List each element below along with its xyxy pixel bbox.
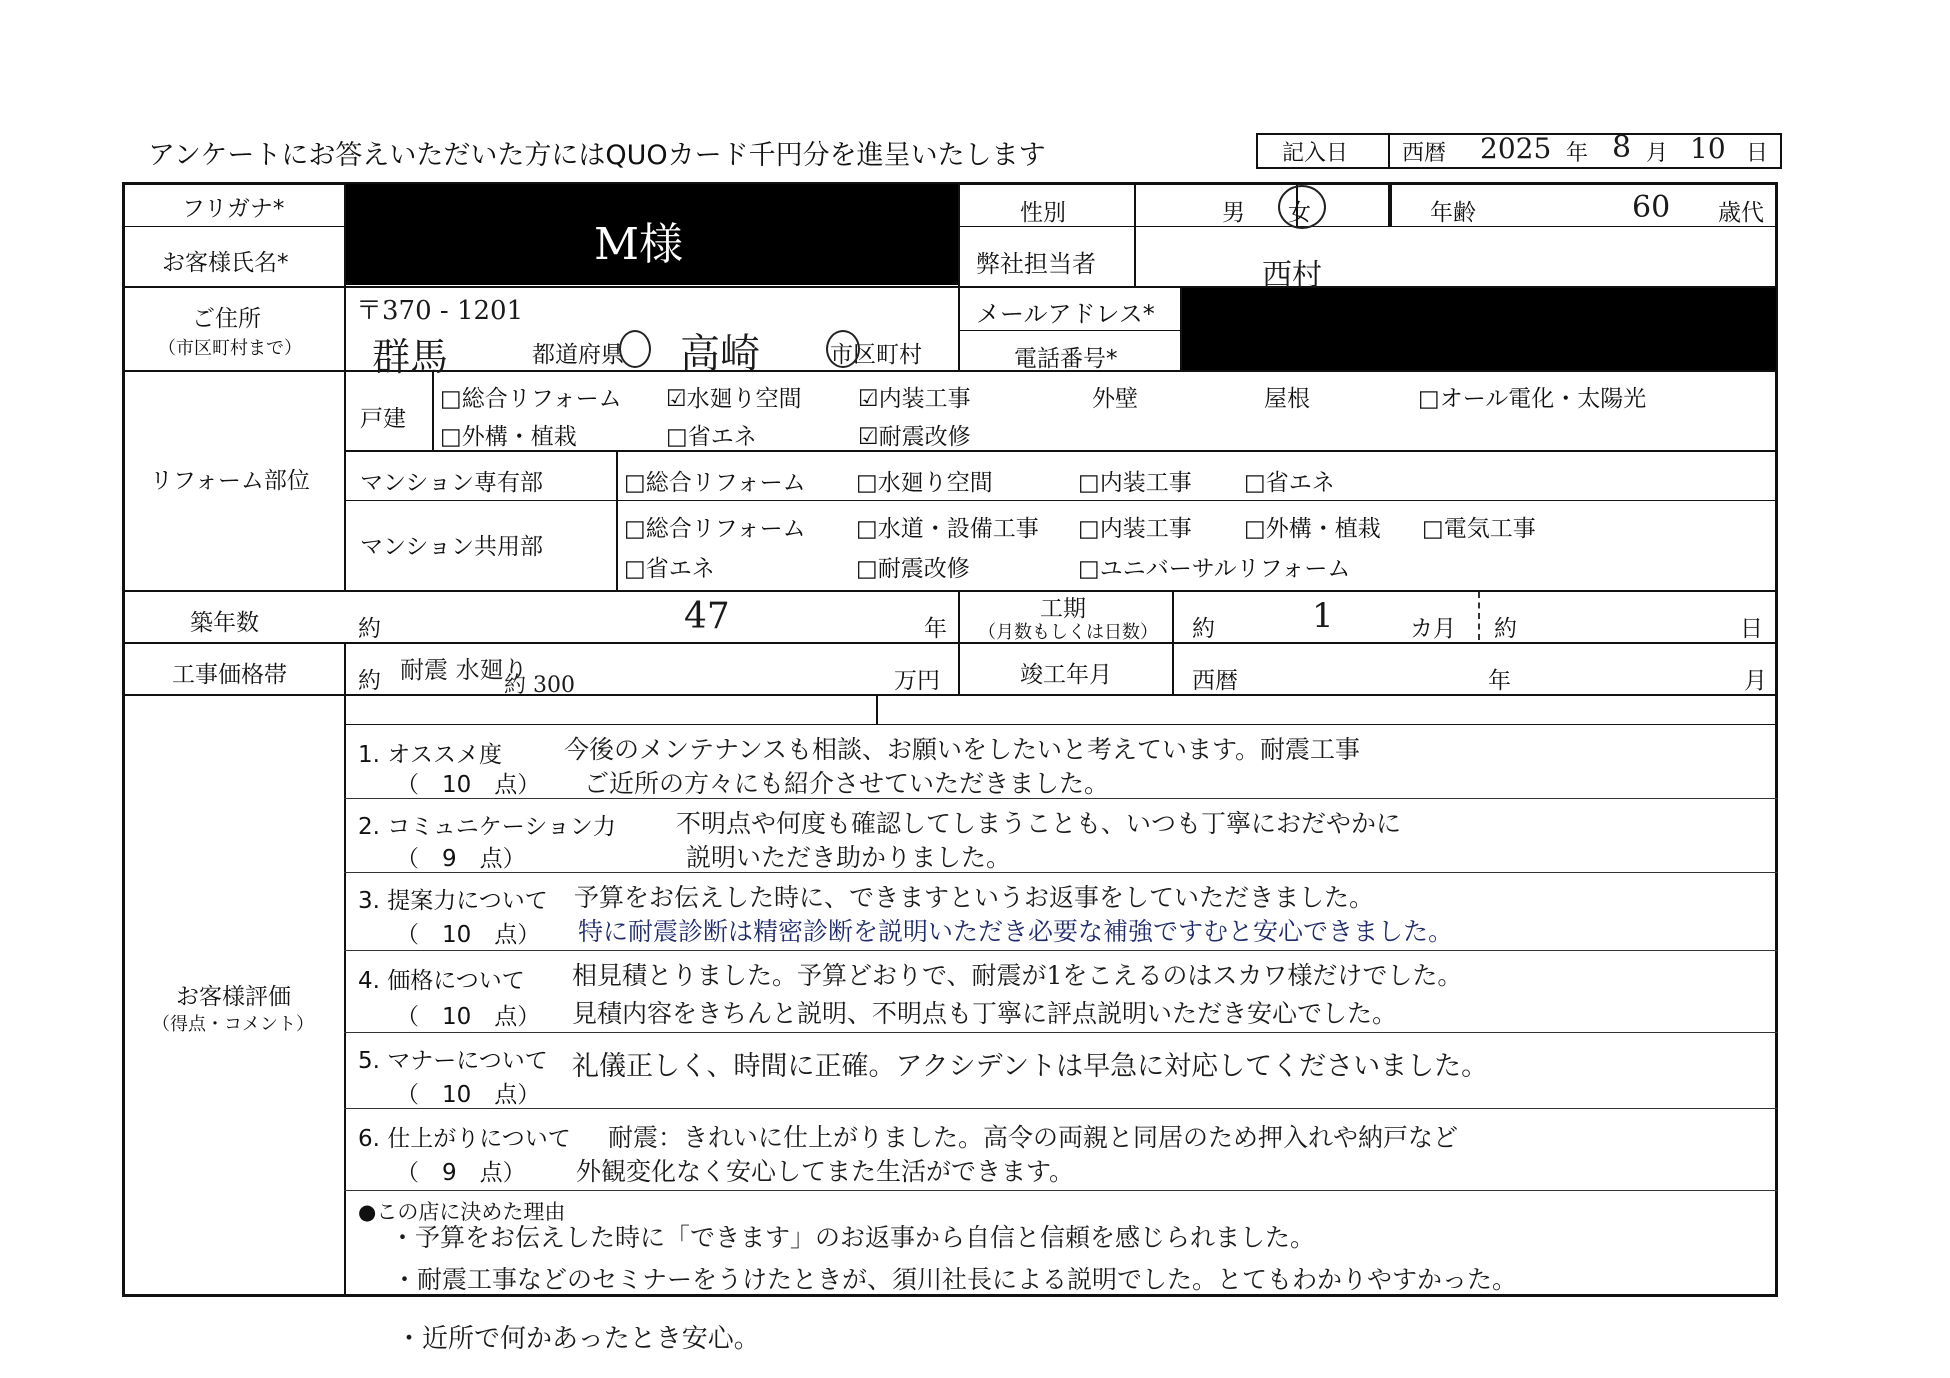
phone-label: 電話番号* (1014, 346, 1118, 372)
age-label: 年齢 (1430, 200, 1476, 226)
eval-4-score: （ 10 点） (396, 1004, 541, 1030)
eval-4-line1: 相見積とりました。予算どおりで、耐震が1をこえるのはスカワ様だけでした。 (572, 961, 1463, 990)
house-item-5[interactable]: □オール電化・太陽光 (1418, 386, 1647, 412)
address-label: ご住所 (192, 306, 261, 332)
price-label: 工事価格帯 (172, 662, 287, 688)
eval-2-line1: 不明点や何度も確認してしまうことも、いつも丁寧におだやかに (676, 809, 1402, 838)
eval-6-line1: 耐震：きれいに仕上がりました。高令の両親と同居のため押入れや納戸など (608, 1123, 1459, 1152)
prefecture: 群馬 (372, 335, 449, 379)
eval-2-score: （ 9 点） (396, 846, 526, 872)
completion-era: 西暦 (1192, 668, 1238, 694)
reason-2: ・耐震工事などのセミナーをうけたときが、須川社長による説明でした。とてもわかりやすかった。 (392, 1265, 1518, 1294)
gender-female-circle (1278, 185, 1326, 229)
period-months: 1 (1312, 596, 1334, 636)
house-item-8[interactable]: ☑耐震改修 (858, 424, 971, 450)
price-approx: 約 (358, 668, 381, 694)
date-year-unit: 年 (1566, 141, 1589, 166)
period-approx-days: 約 (1494, 616, 1517, 642)
eval-4-title: 4. 価格について (358, 968, 525, 994)
completion-month-unit: 月 (1744, 668, 1767, 694)
common-item-2[interactable]: □内装工事 (1078, 516, 1192, 542)
date-day: 10 (1690, 132, 1726, 165)
gender-female: 女 (1288, 200, 1311, 226)
private-label: マンション専有部 (360, 470, 543, 496)
eval-5-score: （ 10 点） (396, 1082, 541, 1108)
period-sub: （月数もしくは日数） (978, 622, 1158, 643)
gender-label: 性別 (1020, 200, 1066, 226)
common-item-1[interactable]: □水道・設備工事 (856, 516, 1039, 542)
house-item-1[interactable]: ☑水廻り空間 (666, 386, 802, 412)
reason-1: ・予算をお伝えした時に「できます」のお返事から自信と信頼を感じられました。 (390, 1223, 1316, 1252)
reason-label: ●この店に決めた理由 (358, 1200, 566, 1224)
eval-1-line1: 今後のメンテナンスも相談、お願いをしたいと考えています。耐震工事 (564, 735, 1361, 764)
private-item-0[interactable]: □総合リフォーム (624, 470, 806, 496)
completion-year-unit: 年 (1488, 668, 1511, 694)
price-note2: 約 300 (504, 673, 575, 698)
city-suffix: 市区町村 (830, 342, 922, 368)
date-month-unit: 月 (1646, 141, 1669, 166)
gender-male: 男 (1222, 200, 1245, 226)
period-divider (1478, 592, 1480, 640)
email-label: メールアドレス* (976, 300, 1155, 328)
period-day-unit: 日 (1740, 616, 1763, 642)
eval-3-score: （ 10 点） (396, 922, 541, 948)
pref-circle (619, 330, 651, 368)
private-item-1[interactable]: □水廻り空間 (856, 470, 993, 496)
period-month-unit: カ月 (1410, 616, 1456, 642)
eval-6-title: 6. 仕上がりについて (358, 1126, 571, 1152)
header-notice: アンケートにお答えいただいた方にはQUOカード千円分を進呈いたします (148, 140, 1046, 171)
reason-3: ・近所で何かあったとき安心。 (396, 1324, 760, 1354)
common-label: マンション共用部 (360, 534, 543, 560)
eval-4-line2: 見積内容をきちんと説明、不明点も丁寧に評点説明いただき安心でした。 (572, 999, 1398, 1028)
name-label: お客様氏名* (162, 250, 289, 276)
house-item-6[interactable]: □外構・植栽 (440, 424, 577, 450)
common-item-5[interactable]: □省エネ (624, 556, 715, 582)
common-item-0[interactable]: □総合リフォーム (624, 516, 806, 542)
house-item-0[interactable]: □総合リフォーム (440, 386, 622, 412)
private-item-2[interactable]: □内装工事 (1078, 470, 1192, 496)
city-circle (826, 330, 860, 368)
evaluation-label: お客様評価 (176, 984, 291, 1010)
postal-code: 〒370 - 1201 (356, 296, 524, 326)
completion-label: 竣工年月 (1020, 662, 1112, 688)
eval-1-score: （ 10 点） (396, 772, 541, 798)
date-year: 2025 (1480, 132, 1552, 165)
age-approx: 約 (358, 616, 381, 642)
prefecture-suffix: 都道府県 (532, 342, 624, 368)
price-unit: 万円 (894, 668, 940, 694)
furigana-label: フリガナ* (182, 196, 285, 222)
date-era: 西暦 (1402, 141, 1447, 166)
house-label: 戸建 (360, 406, 406, 432)
eval-3-line2: 特に耐震診断は精密診断を説明いただき必要な補強ですむと安心できました。 (578, 917, 1454, 946)
building-age-value: 47 (684, 596, 730, 637)
private-item-3[interactable]: □省エネ (1244, 470, 1335, 496)
house-item-2[interactable]: ☑内装工事 (858, 386, 971, 412)
house-item-7[interactable]: □省エネ (666, 424, 757, 450)
period-approx: 約 (1192, 616, 1215, 642)
house-item-3[interactable]: 外壁 (1092, 386, 1138, 412)
period-label: 工期 (1040, 596, 1086, 622)
common-item-7[interactable]: □ユニバーサルリフォーム (1078, 556, 1351, 582)
staff-value: 西村 (1262, 258, 1322, 293)
eval-5-line1: 礼儀正しく、時間に正確。アクシデントは早急に対応してくださいました。 (572, 1051, 1489, 1082)
eval-5-title: 5. マナーについて (358, 1048, 548, 1074)
age-unit: 歳代 (1718, 200, 1764, 226)
reform-label: リフォーム部位 (150, 468, 310, 494)
eval-3-line1: 予算をお伝えした時に、できますというお返事をしていただきました。 (574, 883, 1375, 912)
customer-name: M様 (594, 219, 684, 270)
date-label: 記入日 (1282, 141, 1349, 166)
building-age-label: 築年数 (190, 610, 259, 636)
building-age-unit: 年 (924, 616, 947, 642)
eval-6-line2: 外観変化なく安心してまた生活ができます。 (576, 1157, 1075, 1186)
contact-redaction (1182, 288, 1776, 370)
price-note1: 耐震 水廻り (400, 656, 528, 684)
common-item-6[interactable]: □耐震改修 (856, 556, 970, 582)
eval-6-score: （ 9 点） (396, 1160, 526, 1186)
date-day-unit: 日 (1746, 141, 1769, 166)
age-value: 60 (1632, 190, 1671, 225)
common-item-4[interactable]: □電気工事 (1422, 516, 1536, 542)
eval-2-title: 2. コミュニケーション力 (358, 814, 616, 840)
eval-3-title: 3. 提案力について (358, 888, 548, 914)
eval-1-title: 1. オススメ度 (358, 742, 503, 768)
eval-2-line2: 説明いただき助かりました。 (686, 843, 1012, 872)
house-item-4[interactable]: 屋根 (1264, 386, 1310, 412)
evaluation-sub: （得点・コメント） (152, 1014, 314, 1035)
city: 高崎 (680, 331, 760, 377)
common-item-3[interactable]: □外構・植栽 (1244, 516, 1381, 542)
address-sub: （市区町村まで） (158, 338, 302, 359)
eval-1-line2: ご近所の方々にも紹介させていただきました。 (584, 769, 1110, 798)
staff-label: 弊社担当者 (976, 250, 1096, 278)
date-month: 8 (1612, 130, 1632, 165)
